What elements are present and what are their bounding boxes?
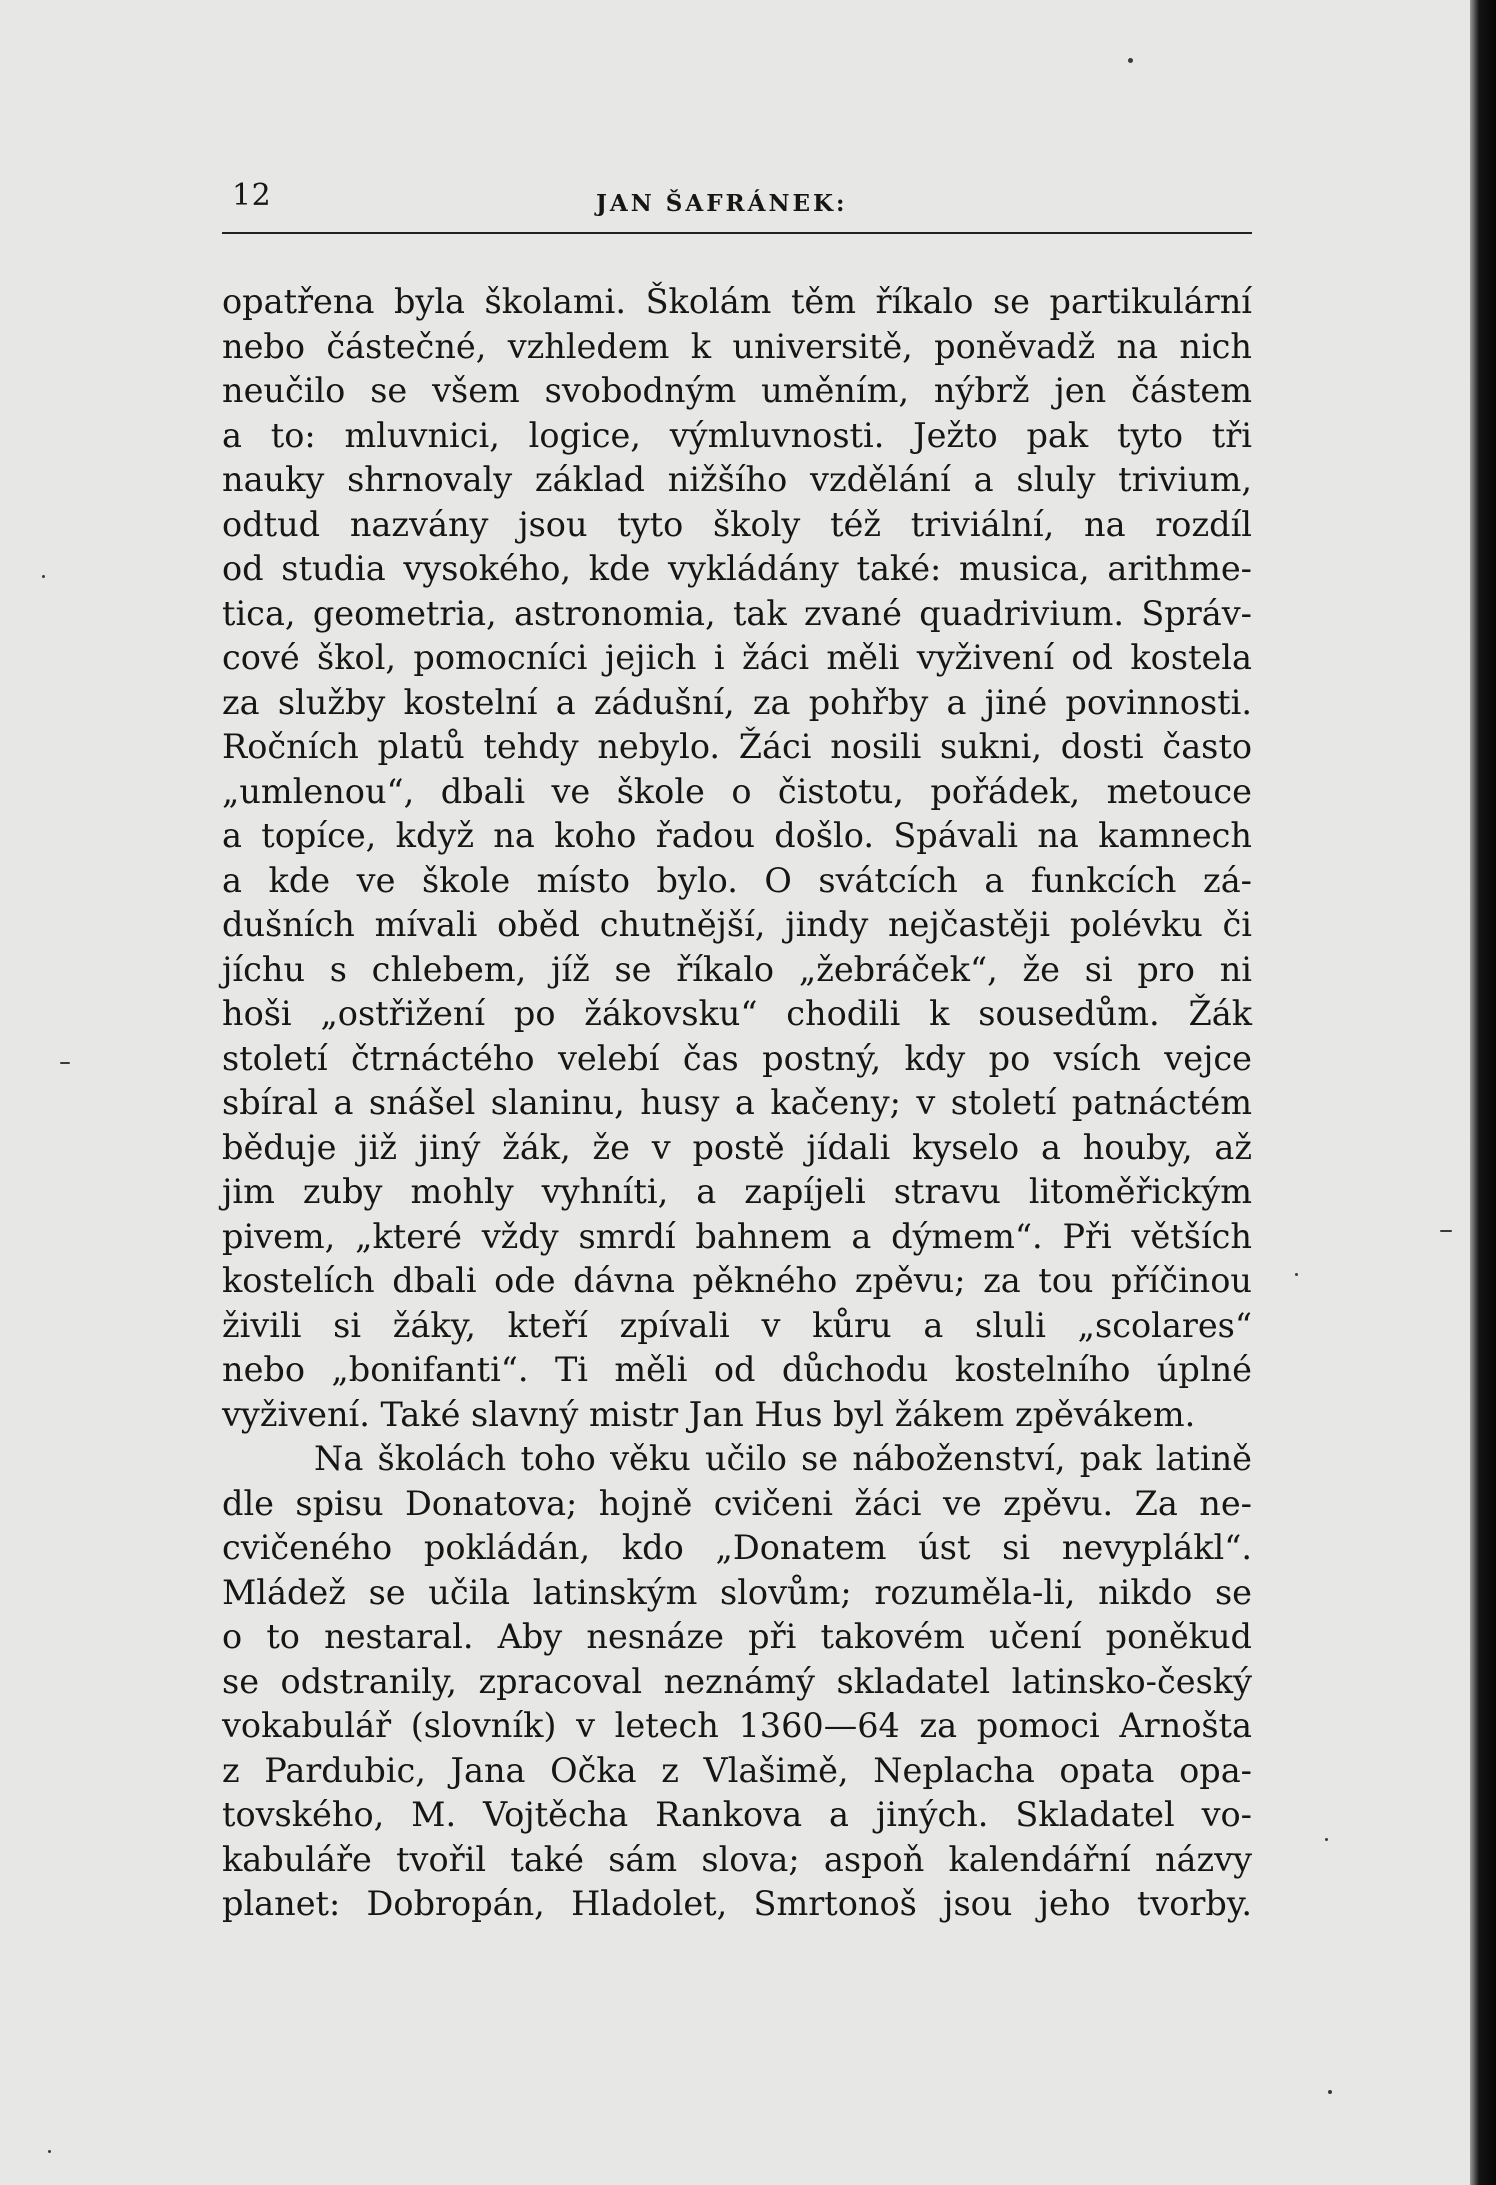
text-line: „umlenou“, dbali ve škole o čistotu, pořádek, metouce: [222, 771, 1252, 811]
text-line: živili si žáky, kteří zpívali v kůru a sluli „scolares“: [222, 1305, 1252, 1345]
text-line: sbíral a snášel slaninu, husy a kačeny; v století patnáctém: [222, 1083, 1252, 1122]
text-line: Mládež se učila latinským slovům; rozuměla-li, nikdo se: [222, 1572, 1252, 1612]
page-header: [222, 174, 1252, 234]
text-line: z Pardubic, Jana Očka z Vlašimě, Neplacha opata opa-: [222, 1750, 1252, 1790]
text-line: Na školách toho věku učilo se náboženství, pak latině: [314, 1439, 1252, 1478]
text-line: tovského, M. Vojtěcha Rankova a jiných. Skladatel vo-: [222, 1795, 1252, 1834]
paper-speck: [1325, 1838, 1328, 1841]
text-line: cové škol, pomocníci jejich i žáci měli vyživení od kostela: [222, 638, 1252, 677]
running-head: JAN ŠAFRÁNEK:: [596, 190, 848, 217]
paper-speck: [60, 1062, 70, 1064]
text-line: nebo částečné, vzhledem k universitě, poněvadž na nich: [222, 326, 1252, 366]
text-line: a to: mluvnici, logice, výmluvnosti. Ježto pak tyto tři: [222, 415, 1252, 455]
text-line: se odstranily, zpracoval neznámý skladatel latinsko-český: [222, 1661, 1252, 1701]
text-line: vokabulář (slovník) v letech 1360—64 za pomoci Arnošta: [222, 1706, 1252, 1745]
text-line: hoši „ostřižení po žákovsku“ chodili k sousedům. Žák: [222, 994, 1252, 1033]
paper-speck: [1128, 58, 1133, 63]
paper-speck: [48, 2150, 51, 2153]
text-line: o to nestaral. Aby nesnáze při takovém učení poněkud: [222, 1617, 1252, 1656]
text-line: opatřena byla školami. Školám těm říkalo se partikulární: [222, 282, 1252, 321]
text-line: tica, geometria, astronomia, tak zvané quadrivium. Správ-: [222, 593, 1252, 633]
text-line: neučilo se všem svobodným uměním, nýbrž jen částem: [222, 371, 1252, 410]
text-line: jim zuby mohly vyhníti, a zapíjeli stravu litoměřickým: [222, 1172, 1252, 1211]
paper-speck: [1295, 1273, 1298, 1276]
body-text: [222, 280, 1252, 1927]
text-line: dle spisu Donatova; hojně cvičeni žáci ve zpěvu. Za ne-: [222, 1483, 1252, 1523]
binding-edge: [1470, 0, 1496, 2185]
text-line: od studia vysokého, kde vykládány také: musica, arithme-: [222, 549, 1252, 588]
text-line: cvičeného pokládán, kdo „Donatem úst si nevyplákl“.: [222, 1528, 1252, 1567]
paper-speck: [1328, 2090, 1332, 2094]
paper-speck: [42, 575, 45, 578]
text-line: dušních mívali oběd chutnější, jindy nejčastěji polévku či: [222, 905, 1252, 944]
text-line: běduje již jiný žák, že v postě jídali kyselo a houby, až: [222, 1127, 1252, 1167]
text-line: nauky shrnovaly základ nižšího vzdělání a sluly trivium,: [222, 460, 1252, 499]
text-line: kabuláře tvořil také sám slova; aspoň kalendářní názvy: [222, 1839, 1252, 1879]
text-line: a topíce, když na koho řadou došlo. Spávali na kamnech: [222, 816, 1252, 855]
text-line: odtud nazvány jsou tyto školy též triviální, na rozdíl: [222, 504, 1252, 544]
text-line: století čtrnáctého velebí čas postný, kdy po vsích vejce: [222, 1038, 1252, 1078]
text-line: pivem, „které vždy smrdí bahnem a dýmem“. Při větších: [222, 1216, 1252, 1256]
text-line: jíchu s chlebem, jíž se říkalo „žebráček“, že si pro ni: [222, 949, 1252, 989]
text-line: a kde ve škole místo bylo. O svátcích a funkcích zá-: [222, 860, 1252, 900]
paper-speck: [1440, 1230, 1452, 1232]
text-line: nebo „bonifanti“. Ti měli od důchodu kostelního úplné: [222, 1350, 1252, 1389]
text-line: Ročních platů tehdy nebylo. Žáci nosili sukni, dosti často: [222, 727, 1252, 766]
text-line: vyživení. Také slavný mistr Jan Hus byl žákem zpěvákem.: [222, 1394, 1196, 1434]
text-line: planet: Dobropán, Hladolet, Smrtonoš jsou jeho tvorby.: [222, 1884, 1252, 1923]
page-number: 12: [232, 178, 272, 213]
text-line: za služby kostelní a zádušní, za pohřby a jiné povinnosti.: [222, 682, 1252, 722]
text-line: kostelích dbali ode dávna pěkného zpěvu; za tou příčinou: [222, 1261, 1252, 1300]
